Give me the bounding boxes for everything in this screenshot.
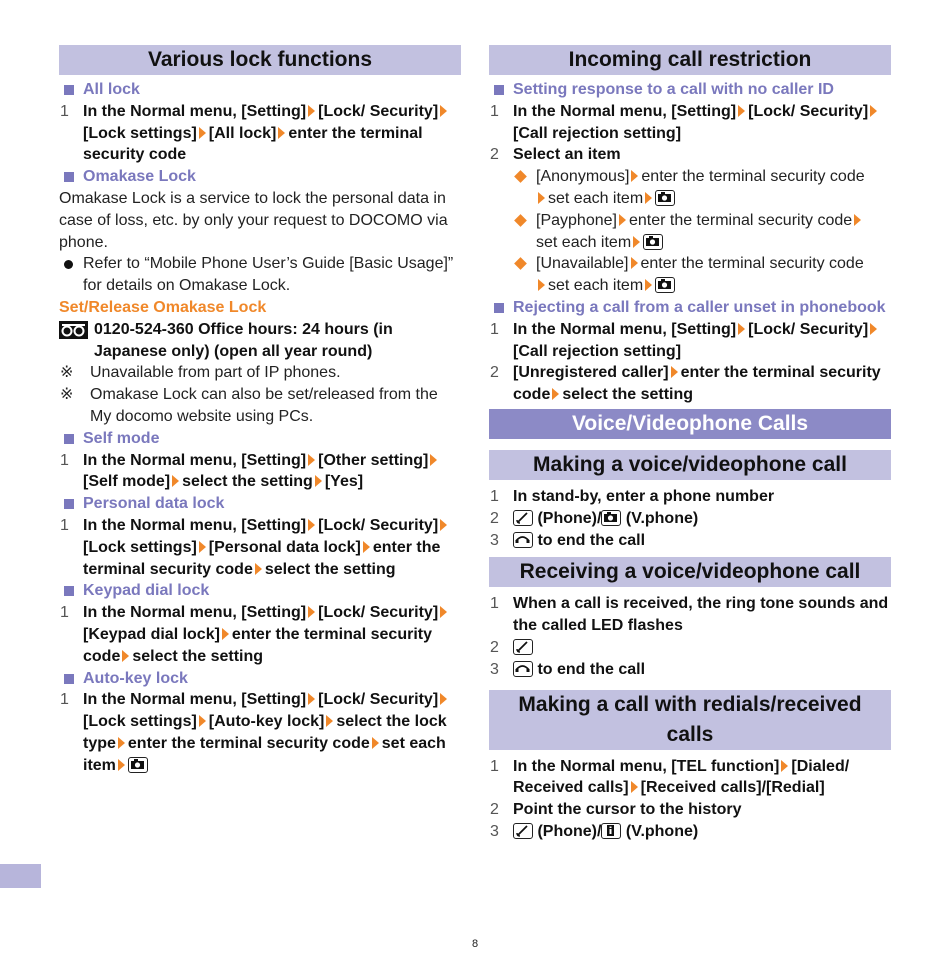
arrow-icon: [199, 715, 206, 727]
arrow-icon: [870, 323, 877, 335]
making-step-2: 2 (Phone)/ (V.phone): [490, 509, 699, 527]
no-caller-step-2: 2 Select an item: [490, 146, 621, 164]
arrow-icon: [538, 279, 545, 291]
keypad-step-1: 1 In the Normal menu, [Setting] [Lock/ Security][Keypad dial lock] enter the terminal security code select the setting: [59, 602, 461, 667]
arrow-icon: [440, 519, 447, 531]
all-lock-step-1: 1 In the Normal menu, [Setting] [Lock/ Security][Lock settings] [All lock] enter the terminal security code: [59, 101, 461, 166]
receiving-step-1: 1 When a call is received, the ring tone sounds and the called LED flashes: [490, 595, 889, 635]
arrow-icon: [854, 214, 861, 226]
arrow-icon: [870, 105, 877, 117]
arrow-icon: [440, 693, 447, 705]
option-payphone: [Payphone] enter the terminal security code set each item: [489, 210, 891, 254]
receiving-step-2: 2: [489, 637, 891, 659]
receiving-step-3: 3 to end the call: [490, 660, 646, 678]
arrow-icon: [430, 454, 437, 466]
autokey-step-1: 1 In the Normal menu, [Setting] [Lock/ Security][Lock settings] [Auto-key lock] select the lock type enter the terminal security code set each item: [60, 691, 447, 774]
arrow-icon: [738, 323, 745, 335]
arrow-icon: [308, 606, 315, 618]
arrow-icon: [631, 170, 638, 182]
phone-key-icon: [513, 510, 533, 526]
arrow-icon: [122, 650, 129, 662]
subheading-self-mode: Self mode: [59, 428, 461, 450]
making-step-3: 3 to end the call: [490, 531, 646, 549]
phone-key-icon: [513, 823, 533, 839]
section-header-lock: Various lock functions: [59, 45, 461, 75]
diamond-bullet-icon: [514, 258, 527, 271]
arrow-icon: [372, 737, 379, 749]
arrow-icon: [440, 606, 447, 618]
camera-key-icon: [643, 234, 663, 250]
section-header-making-call: Making a voice/videophone call: [489, 450, 891, 480]
subheading-unset-phonebook: Rejecting a call from a caller unset in phonebook: [489, 297, 891, 319]
section-header-voice: Voice/Videophone Calls: [489, 409, 891, 439]
camera-key-icon: [128, 757, 148, 773]
no-caller-step-1: 1 In the Normal menu, [Setting] [Lock/ Security][Call rejection setting]: [489, 101, 891, 145]
camera-key-icon: [655, 277, 675, 293]
omakase-note-1: ※ Unavailable from part of IP phones.: [60, 364, 341, 382]
arrow-icon: [308, 519, 315, 531]
arrow-icon: [172, 475, 179, 487]
omakase-bullet: Refer to “Mobile Phone User’s Guide [Basic Usage]” for details on Omakase Lock.: [59, 253, 461, 297]
arrow-icon: [222, 628, 229, 640]
arrow-icon: [440, 105, 447, 117]
subheading-personal-data-lock: Personal data lock: [59, 493, 461, 515]
diamond-bullet-icon: [514, 214, 527, 227]
arrow-icon: [308, 454, 315, 466]
section-header-restriction: Incoming call restriction: [489, 45, 891, 75]
unset-step-1: 1 In the Normal menu, [Setting] [Lock/ Security][Call rejection setting]: [489, 319, 891, 363]
option-anonymous: [Anonymous] enter the terminal security code set each item: [489, 166, 891, 210]
arrow-icon: [671, 366, 678, 378]
section-header-receiving-call: Receiving a voice/videophone call: [489, 557, 891, 587]
end-call-key-icon: [513, 661, 533, 677]
side-tab: [0, 864, 41, 888]
option-unavailable: [Unavailable] enter the terminal security code set each item: [489, 253, 891, 297]
arrow-icon: [619, 214, 626, 226]
arrow-icon: [552, 388, 559, 400]
arrow-icon: [308, 693, 315, 705]
redial-step-1: 1 In the Normal menu, [TEL function] [Dialed/ Received calls] [Received calls]/[Redial]: [490, 757, 850, 797]
bullet-icon: [64, 260, 73, 269]
arrow-icon: [645, 279, 652, 291]
camera-key-icon: [655, 190, 675, 206]
info-key-icon: [601, 823, 621, 839]
page-number: 8: [471, 938, 479, 950]
arrow-icon: [631, 781, 638, 793]
diamond-bullet-icon: [514, 170, 527, 183]
arrow-icon: [308, 105, 315, 117]
end-call-key-icon: [513, 532, 533, 548]
redial-step-3: 3 (Phone)/ (V.phone): [490, 822, 699, 840]
arrow-icon: [538, 192, 545, 204]
phone-key-icon: [513, 639, 533, 655]
arrow-icon: [199, 127, 206, 139]
redial-step-2: 2 Point the cursor to the history: [490, 801, 742, 819]
omakase-note-2: ※ Omakase Lock can also be set/released from the My docomo website using PCs.: [60, 386, 438, 425]
unset-step-2: 2 [Unregistered caller] enter the terminal security code select the setting: [490, 364, 881, 404]
subheading-omakase: Omakase Lock: [59, 166, 461, 188]
self-mode-step-1: 1 In the Normal menu, [Setting] [Other setting][Self mode] select the setting [Yes]: [59, 450, 461, 494]
arrow-icon: [118, 737, 125, 749]
left-column: [59, 45, 461, 777]
right-column: [489, 45, 891, 843]
arrow-icon: [633, 236, 640, 248]
arrow-icon: [199, 541, 206, 553]
arrow-icon: [278, 127, 285, 139]
making-step-1: 1 In stand-by, enter a phone number: [490, 487, 775, 505]
set-release-heading: Set/Release Omakase Lock: [59, 298, 267, 316]
arrow-icon: [738, 105, 745, 117]
subheading-auto-key-lock: Auto-key lock: [59, 668, 461, 690]
subheading-all-lock: All lock: [59, 79, 461, 101]
arrow-icon: [255, 563, 262, 575]
arrow-icon: [645, 192, 652, 204]
omakase-description: Omakase Lock is a service to lock the personal data in case of loss, etc. by only your request to DOCOMO via phone.: [59, 189, 448, 251]
arrow-icon: [781, 760, 788, 772]
arrow-icon: [363, 541, 370, 553]
omakase-tel: 0120-524-360 Office hours: 24 hours (in Japanese only) (open all year round): [59, 319, 461, 363]
arrow-icon: [118, 759, 125, 771]
subheading-keypad-dial-lock: Keypad dial lock: [59, 580, 461, 602]
free-dial-icon: [59, 321, 88, 339]
section-header-redial: Making a call with redials/received calls: [489, 690, 891, 750]
subheading-no-caller-id: Setting response to a call with no caller ID: [489, 79, 891, 101]
arrow-icon: [315, 475, 322, 487]
arrow-icon: [631, 257, 638, 269]
personal-step-1: 1 In the Normal menu, [Setting] [Lock/ Security][Lock settings] [Personal data lock] enter the terminal security code select the setting: [59, 515, 461, 580]
arrow-icon: [326, 715, 333, 727]
camera-key-icon: [601, 510, 621, 526]
